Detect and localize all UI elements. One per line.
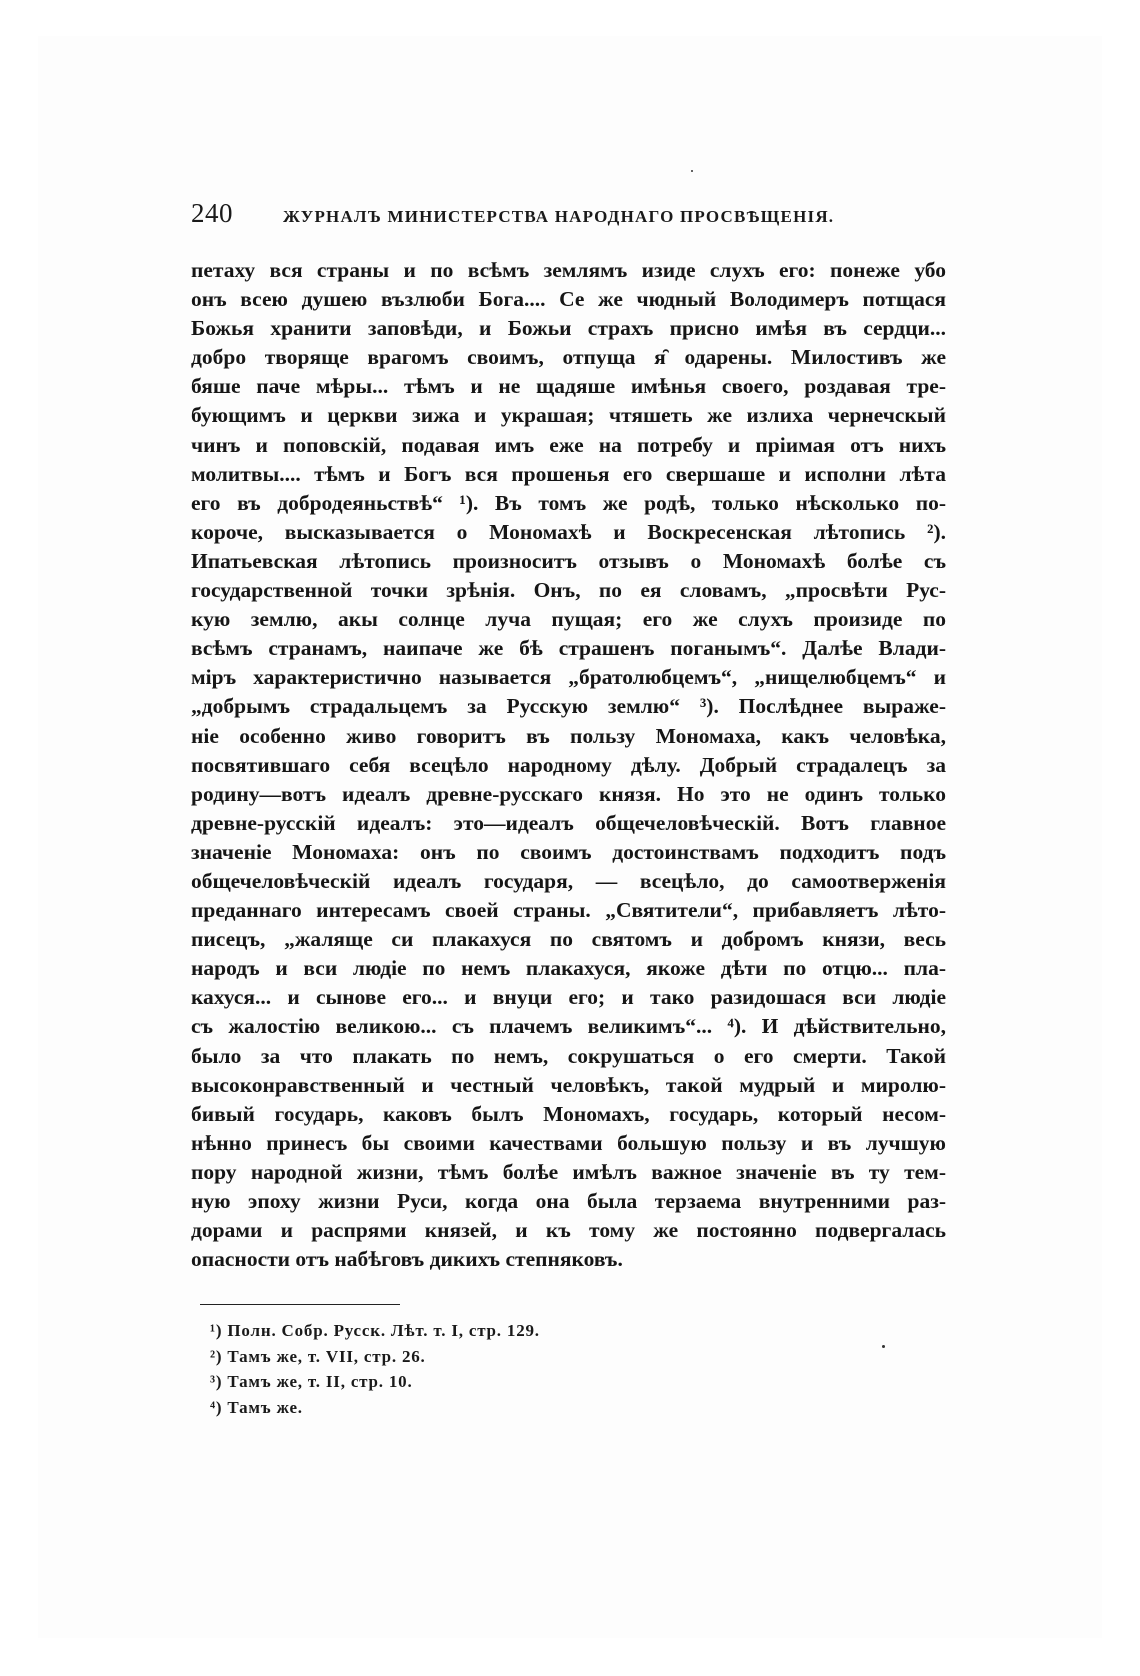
text-line: родину—вотъ идеалъ древне-русскаго князя. Но это не одинъ только [191, 781, 946, 806]
text-line: его въ добродеяньствѣ“ ¹). Въ томъ же родѣ, только нѣсколько по- [191, 490, 946, 515]
text-line: съ жалостію великою... съ плачемъ великимъ“... ⁴). И дѣйствительно, [191, 1014, 946, 1039]
text-line: бяше паче мѣры... тѣмъ и не щадяше имѣнья своего, роздавая тре- [191, 374, 946, 399]
text-line: молитвы.... тѣмъ и Богъ вся прошенья его свершаше и исполни лѣта [191, 461, 946, 486]
text-line: государственной точки зрѣнія. Онъ, по ея словамъ, „просвѣти Рус- [191, 578, 946, 603]
text-line: преданнаго интересамъ своей страны. „Святители“, прибавляетъ лѣто- [191, 898, 946, 923]
text-line: „добрымъ страдальцемъ за Русскую землю“ ³). Послѣднее выраже- [191, 694, 946, 719]
text-line: всѣмъ странамъ, наипаче же бѣ страшенъ поганымъ“. Далѣе Влади- [191, 636, 946, 661]
text-line: кую землю, акы солнце луча пущая; его же слухъ произиде по [191, 607, 946, 632]
text-line: чинъ и поповскій, подавая имъ еже на потребу и пріимая отъ нихъ [191, 432, 946, 457]
footnote-separator [200, 1304, 400, 1305]
text-line: нѣнно принесъ бы своими качествами большую пользу и въ лучшую [191, 1130, 946, 1155]
text-line: высоконравственный и честный человѣкъ, такой мудрый и миролю- [191, 1072, 946, 1097]
text-line: короче, высказывается о Мономахѣ и Воскресенская лѣтопись ²). [191, 519, 946, 544]
text-line: древне-русскій идеалъ: это—идеалъ общечеловѣческій. Вотъ главное [191, 810, 946, 835]
footnote-2: ²) Тамъ же, т. VII, стр. 26. [210, 1346, 426, 1366]
footnotes [210, 1318, 910, 1420]
footnote-4: ⁴) Тамъ же. [210, 1397, 303, 1417]
text-line: онъ всею душею възлюби Бога.... Се же чюдный Володимеръ потщася [191, 287, 946, 312]
text-line: добро творяще врагомъ своимъ, отпуща я̑ одарены. Милостивъ же [191, 345, 946, 370]
text-line: было за что плакать по немъ, сокрушаться о его смерти. Такой [191, 1043, 946, 1068]
page-header [191, 198, 946, 238]
running-title: ЖУРНАЛЪ МИНИСТЕРСТВА НАРОДНАГО ПРОСВѢЩЕНІЯ. [283, 207, 835, 226]
text-line: бивый государь, каковъ былъ Мономахъ, государь, который несом- [191, 1101, 946, 1126]
text-line: міръ характеристично называется „братолюбцемъ“, „нищелюбцемъ“ и [191, 665, 946, 690]
text-line: писецъ, „жаляще си плакахуся по святомъ и добромъ князи, весь [191, 927, 946, 952]
text-line: общечеловѣческій идеалъ государя, — всецѣло, до самоотверженія [191, 868, 946, 893]
text-line: значеніе Мономаха: онъ по своимъ достоинствамъ подходитъ подъ [191, 839, 946, 864]
text-line: народъ и вси людіе по немъ плакахуся, якоже дѣти по отцю... пла- [191, 956, 946, 981]
text-line: кахуся... и сынове его... и внуци его; и тако разидошася вси людіе [191, 985, 946, 1010]
text-line: петаху вся страны и по всѣмъ землямъ изиде слухъ его: понеже убо [191, 258, 946, 282]
text-line: бующимъ и церкви зижа и украшая; чтяшеть же излиха чернечскый [191, 403, 946, 428]
footnote-3: ³) Тамъ же, т. II, стр. 10. [210, 1372, 413, 1391]
text-line: ніе особенно живо говоритъ въ пользу Мономаха, какъ человѣка, [191, 723, 946, 748]
text-line: Божья хранити заповѣди, и Божьи страхъ присно имѣя въ сердци... [191, 316, 946, 341]
scan-speck [691, 170, 693, 172]
page-number: 240 [191, 198, 233, 228]
text-line: ную эпоху жизни Руси, когда она была терзаема внутренними раз- [191, 1189, 946, 1213]
scan-speck [882, 1345, 885, 1348]
footnote-1: ¹) Полн. Собр. Русск. Лѣт. т. I, стр. 129. [210, 1321, 540, 1340]
text-line: дорами и распрями князей, и къ тому же постоянно подвергалась [191, 1218, 946, 1243]
text-line: пору народной жизни, тѣмъ болѣе имѣлъ важное значеніе въ ту тем- [191, 1159, 946, 1184]
text-line: Ипатьевская лѣтопись произноситъ отзывъ о Мономахѣ болѣе съ [191, 548, 946, 573]
body-text [191, 256, 946, 1274]
text-line: опасности отъ набѣговъ дикихъ степняковъ. [191, 1247, 623, 1272]
text-line: посвятившаго себя всецѣло народному дѣлу. Добрый страдалецъ за [191, 752, 946, 777]
